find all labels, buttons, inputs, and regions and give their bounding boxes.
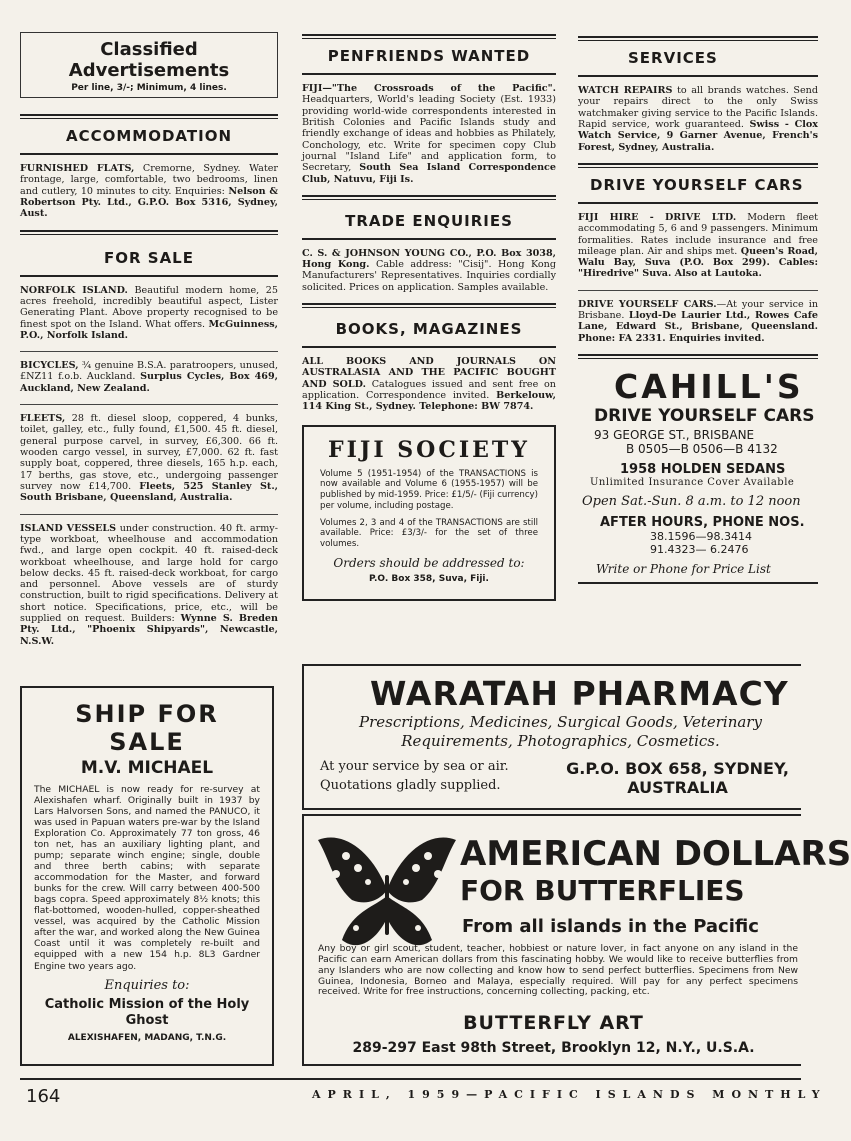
butterfly-icon [312,830,462,960]
waratah-service: At your service by sea or air. [320,758,509,774]
cahills-num2: 91.4323— 6.2476 [650,543,749,556]
butterfly-h2: FOR BUTTERFLIES [460,874,745,907]
accommodation-heading: ACCOMMODATION [66,127,232,145]
for-sale-heading: FOR SALE [104,248,194,267]
butterfly-sub: From all islands in the Pacific [462,916,759,937]
services-ad: WATCH REPAIRS to all brands watches. Send your repairs direct to the only Swiss watchmaker giving service to the Pacific Islands. Rapid service, work guaranteed. Swiss - Clox Watch Service, 9 Garner Avenue, French's Forest, Sydney, Australia. [578,85,818,153]
waratah-box: G.P.O. BOX 658, SYDNEY, [566,758,789,778]
cahills-num1: 38.1596—98.3414 [650,530,752,543]
cahills-fleet: 1958 HOLDEN SEDANS [620,462,786,477]
cahills-tag: DRIVE YOURSELF CARS [594,406,815,426]
left-column [20,0,278,657]
trade-heading: TRADE ENQUIRIES [345,211,513,230]
butterfly-h1: AMERICAN DOLLARS [460,834,851,874]
for-sale-ad-bicycles: BICYCLES, ¾ genuine B.S.A. paratroopers, unused, £NZ11 f.o.b. Auckland. Surplus Cycles, Box 469, Auckland, New Zealand. [20,360,278,394]
accommodation-ad: FURNISHED FLATS, Cremorne, Sydney. Water frontage, large, comfortable, two bedrooms, linen and cutlery, 10 minutes to city. Enquiries: Nelson & Robertson Pty. Ltd., G.P.O. Box 5316, Sydney, Aust. [20,163,278,220]
classified-title: Classified Advertisements [68,39,230,81]
cahills-phones: B 0505—B 0506—B 4132 [626,442,778,456]
ship-mission: Catholic Mission of the Holy Ghost [44,996,250,1028]
cahills-open: Open Sat.-Sun. 8 a.m. to 12 noon [582,494,801,509]
butterfly-ad [302,814,851,1066]
middle-column [302,0,556,601]
waratah-line1: Prescriptions, Medicines, Surgical Goods, Veterinary Requirements, Photographics, Cosmetics. [359,713,762,750]
for-sale-ad-fleets: FLEETS, 28 ft. diesel sloop, coppered, 4 bunks, toilet, galley, etc., fully found, £1,500. 45 ft. diesel, general purpose carvel, in survey, £6,300. 66 ft. wooden cargo vessel, in survey, £7,000. 62 ft. fast supply boat, coppered, three diesels, 165 h.p. each, 17 berths, gas stove, etc., undergoing passenger survey now £14,700. Fleets, 525 Stanley St., South Brisbane, Queensland, Australia. [20,413,278,504]
fiji-society-orders: Orders should be addressed to: [333,555,525,570]
services-heading: SERVICES [628,49,718,67]
fiji-society-p1: Volume 5 (1951-1954) of the TRANSACTIONS is now available and Volume 6 (1955-1957) will be published by mid-1959. Price: £1/5/- (Fiji currency) per volume, including postage. [320,468,538,511]
waratah-country: AUSTRALIA [627,777,728,797]
drive-heading: DRIVE YOURSELF CARS [590,175,804,194]
fiji-society-ad [302,425,556,601]
ship-for-sale-ad [20,686,274,1066]
footer-line: APRIL, 1959—PACIFIC ISLANDS MONTHLY [312,1088,827,1101]
fiji-society-title: FIJI SOCIETY [328,436,530,463]
fiji-society-p2: Volumes 2, 3 and 4 of the TRANSACTIONS are still available. Price: £3/3/- for the set of three volumes. [320,517,538,550]
classified-rate: Per line, 3/-; Minimum, 4 lines. [71,83,227,93]
drive-ad-fiji: FIJI HIRE - DRIVE LTD. Modern fleet accommodating 5, 6 and 9 passengers. Minimum formalities. Rates include insurance and free mileage plan. Air and ships met. Queen's Road, Walu Bay, Suva (P.O. Box 299). Cables: "Hiredrive" Suva. Also at Lautoka. [578,211,818,280]
penfriends-heading: PENFRIENDS WANTED [327,47,531,65]
books-ad: ALL BOOKS AND JOURNALS ON AUSTRALASIA AND THE PACIFIC BOUGHT AND SOLD. Catalogues issued and sent free on application. Correspondence invited. Berkelouw, 114 King St., Sydney. Telephone: BW 7874. [302,356,556,413]
waratah-quote: Quotations gladly supplied. [320,777,501,793]
waratah-name: WARATAH PHARMACY [370,674,789,713]
ship-body: The MICHAEL is now ready for re-survey at Alexishafen wharf. Originally built in 1937 by Lars Halvorsen Sons, and named the PANUCO, it was used in Papuan waters pre-war by the Island Exploration Co. Approximately 77 ton gross, 46 ton net, has an auxiliary lighting plant, and pump; separate winch engine; single, double and three berth cabins; with separate accommodation for the Master, and forward bunks for the crew. Will carry between 400-500 bags copra. Speed approximately 8½ knots; this flat-bottomed, wooden-hulled, copper-sheathed vessel, was acquired by the Catholic Mission after the war, and worked along the New Guinea Coast until it was completely re-built and equipped with a new 154 h.p. 8L3 Gardner Engine two years ago. [34,784,260,972]
drive-ad-brisbane: DRIVE YOURSELF CARS.—At your service in Brisbane. Lloyd-De Laurier Ltd., Rowes Cafe Lane, Edward St., Brisbane, Queensland. Phone: FA 2331. Enquiries invited. [578,298,818,344]
butterfly-brand: BUTTERFLY ART [463,1012,644,1034]
classified-header-box [20,32,278,98]
ship-enquiries: Enquiries to: [104,977,190,993]
ship-title: SHIP FOR SALE [75,700,219,756]
fiji-society-address: P.O. Box 358, Suva, Fiji. [369,573,489,584]
for-sale-ad-norfolk: NORFOLK ISLAND. Beautiful modern home, 25 acres freehold, incredibly beautiful aspect, Lister Generating Plant. Above property recognised to be finest spot on the Island. What offers. McGuinness, P.O., Norfolk Island. [20,284,278,341]
books-heading: BOOKS, MAGAZINES [335,320,523,339]
butterfly-address: 289-297 East 98th Street, Brooklyn 12, N.Y., U.S.A. [352,1040,755,1056]
cahills-address: 93 GEORGE ST., BRISBANE [594,428,755,442]
ship-address: ALEXISHAFEN, MADANG, T.N.G. [67,1033,227,1044]
penfriends-ad: FIJI—"The Crossroads of the Pacific". Headquarters, World's leading Society (Est. 1933) providing world-wide correspondents interested in British Colonies and Pacific Islands study and friendly exchange of ideas and hobbies as Philately, Conchology, etc. Write for specimen copy Club journal "Island Life" and application form, to Secretary, South Sea Island Correspondence Club, Natuvu, Fiji Is. [302,83,556,185]
butterfly-body: Any boy or girl scout, student, teacher, hobbiest or nature lover, in fact anyone on any island in the Pacific can earn American dollars from this fascinating hobby. We would like to receive butterflies from any Islanders who are now collecting and know how to send perfect butterflies. Specimens from New Guinea, Indonesia, Borneo and Malaya, especially required. Will pay for any perfect specimens received. Write for free instructions, concerning collecting, packing, etc. [318,943,798,998]
page-number: 164 [26,1086,61,1107]
cahills-after: AFTER HOURS, PHONE NOS. [600,515,805,530]
cahills-ad [578,367,818,584]
cahills-name: CAHILL'S [614,367,804,406]
cahills-insurance: Unlimited Insurance Cover Available [590,477,795,488]
right-column [578,0,818,584]
trade-ad: C. S. & JOHNSON YOUNG CO., P.O. Box 3038, Hong Kong. Cable address: "Cisij". Hong Kong Manufacturers' Representatives. Inquiries cordially solicited. Prices on application. Samples available. [302,247,556,293]
waratah-ad [302,664,801,810]
cahills-write: Write or Phone for Price List [596,562,771,576]
ship-subtitle: M.V. MICHAEL [80,758,214,778]
for-sale-ad-vessels: ISLAND VESSELS under construction. 40 ft. army-type workboat, wheelhouse and accommodation fwd., and large open cockpit. 40 ft. raised-deck workboat wheelhouse, and large hold for cargo below decks. 45 ft. raised-deck workboat, for cargo and personnel. Above vessels are of sturdy construction, built to rigid specifications. Delivery at short notice. Specifications, price, etc., will be supplied on request. Builders: Wynne S. Breden Pty. Ltd., "Phoenix Shipyards", Newcastle, N.S.W. [20,522,278,647]
